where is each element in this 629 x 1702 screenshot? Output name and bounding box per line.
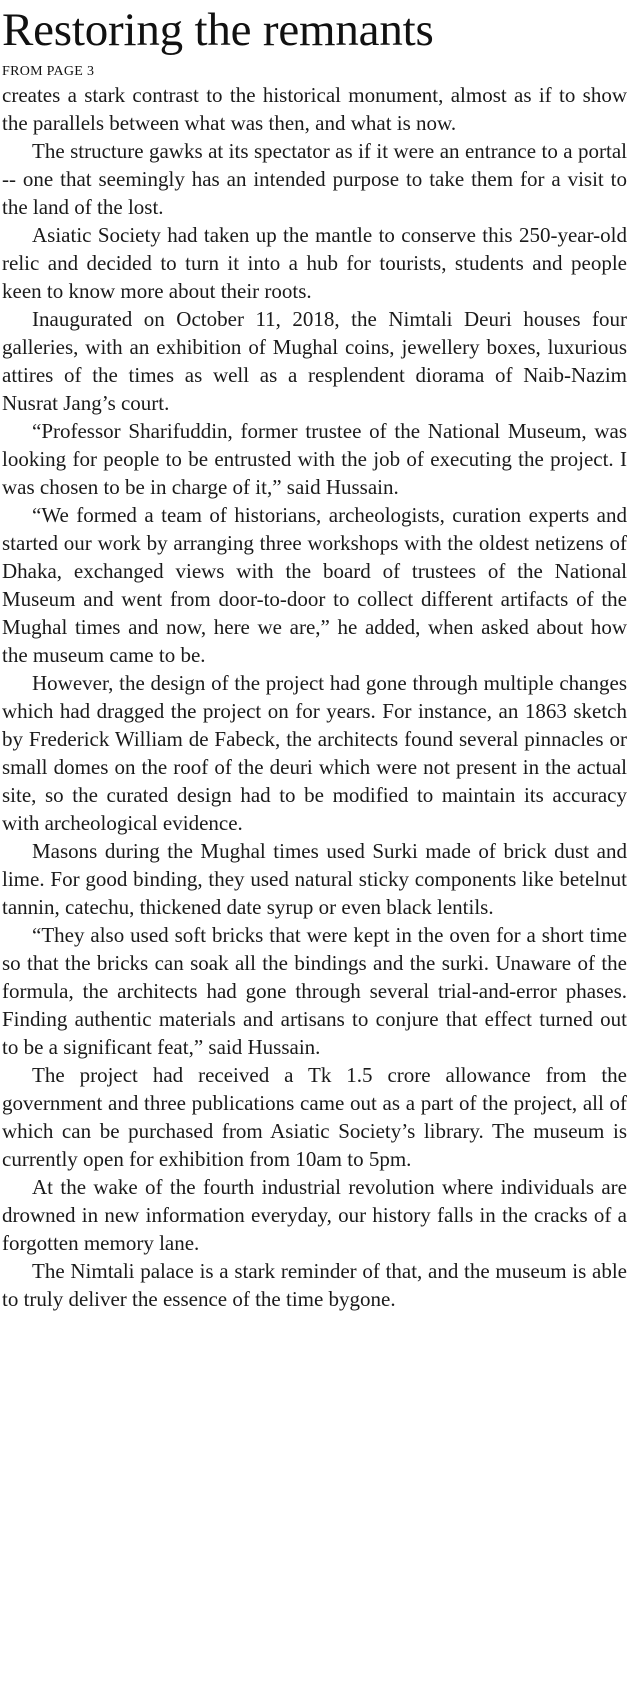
paragraph: creates a stark contrast to the historical monument, almost as if to show the parallels between what was then, and what is now. [2,83,627,135]
paragraph: “They also used soft bricks that were kept in the oven for a short time so that the bricks can soak all the bindings and the surki. Unaware of the formula, the architects had gone through several trial-and-error phases. Finding authentic materials and artisans to conjure that effect turned out to be a significant feat,” said Hussain. [2,923,627,1059]
paragraph: The Nimtali palace is a stark reminder of that, and the museum is able to truly deliver the essence of the time bygone. [2,1259,627,1311]
paragraph: “Professor Sharifuddin, former trustee of the National Museum, was looking for people to be entrusted with the job of executing the project. I was chosen to be in charge of it,” said Hussain. [2,419,627,499]
paragraph: “We formed a team of historians, archeologists, curation experts and started our work by arranging three workshops with the oldest netizens of Dhaka, exchanged views with the board of trustees of the National Museum and went from door-to-door to collect different artifacts of the Mughal times and now, here we are,” he added, when asked about how the museum came to be. [2,503,627,667]
article [2,0,627,1313]
paragraph: At the wake of the fourth industrial revolution where individuals are drowned in new information everyday, our history falls in the cracks of a forgotten memory lane. [2,1175,627,1255]
paragraph: The project had received a Tk 1.5 crore allowance from the government and three publications came out as a part of the project, all of which can be purchased from Asiatic Society’s library. The museum is currently open for exhibition from 10am to 5pm. [2,1063,627,1171]
paragraph: The structure gawks at its spectator as if it were an entrance to a portal -- one that seemingly has an intended purpose to take them for a visit to the land of the lost. [2,139,627,219]
article-body [2,81,627,1313]
paragraph: However, the design of the project had gone through multiple changes which had dragged the project on for years. For instance, an 1863 sketch by Frederick William de Fabeck, the architects found several pinnacles or small domes on the roof of the deuri which were not present in the actual site, so the curated design had to be modified to maintain its accuracy with archeological evidence. [2,671,627,835]
article-headline: Restoring the remnants [2,4,434,56]
jump-line: FROM PAGE 3 [2,64,95,79]
paragraph: Inaugurated on October 11, 2018, the Nimtali Deuri houses four galleries, with an exhibition of Mughal coins, jewellery boxes, luxurious attires of the times as well as a resplendent diorama of Naib-Nazim Nusrat Jang’s court. [2,307,627,415]
paragraph: Masons during the Mughal times used Surki made of brick dust and lime. For good binding, they used natural sticky components like betelnut tannin, catechu, thickened date syrup or even black lentils. [2,839,627,919]
paragraph: Asiatic Society had taken up the mantle to conserve this 250-year-old relic and decided to turn it into a hub for tourists, students and people keen to know more about their roots. [2,223,627,303]
